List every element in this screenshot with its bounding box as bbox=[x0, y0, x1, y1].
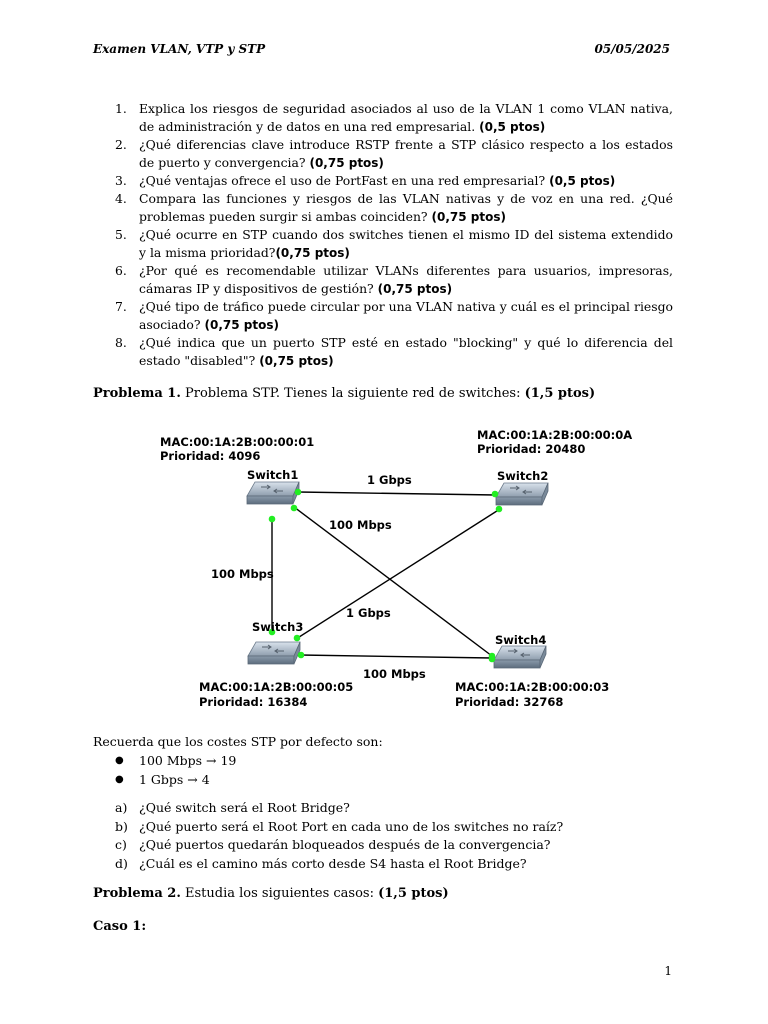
problem2-heading: Problema 2. Estudia los siguientes casos: (1,5 ptos) bbox=[93, 886, 449, 901]
subquestion-item: d) ¿Cuál es el camino más corto desde S4 hasta el Root Bridge? bbox=[115, 855, 527, 871]
question-item: 4. Compara las funciones y riesgos de las VLAN nativas y de voz en una red. ¿Qué problemas pueden surgir si ambas coinciden? (0,75 ptos) bbox=[115, 191, 673, 224]
port-dot bbox=[269, 516, 276, 523]
switch3-mac: MAC:00:1A:2B:00:00:05 bbox=[199, 680, 354, 694]
question-item: 1. Explica los riesgos de seguridad asociados al uso de la VLAN 1 como VLAN nativa, de administración y de datos en una red empresarial. (0,5 ptos) bbox=[115, 101, 673, 134]
link-s3-s4 bbox=[300, 655, 492, 658]
port-dot bbox=[489, 656, 496, 663]
subquestion-item: b) ¿Qué puerto será el Root Port en cada uno de los switches no raíz? bbox=[115, 818, 564, 834]
switch2-icon bbox=[496, 483, 548, 505]
port-dot bbox=[298, 652, 305, 659]
exam-date: 05/05/2025 bbox=[594, 42, 670, 56]
port-dot bbox=[295, 489, 302, 496]
port-dot bbox=[294, 635, 301, 642]
link-speed-label: 1 Gbps bbox=[367, 473, 412, 487]
port-dot bbox=[291, 505, 298, 512]
link-s1-s2 bbox=[298, 492, 496, 495]
links bbox=[272, 492, 500, 658]
link-speed-label: 100 Mbps bbox=[363, 667, 426, 681]
switch3-name: Switch3 bbox=[252, 620, 304, 634]
switch1-name: Switch1 bbox=[247, 468, 299, 482]
switch2-priority: Prioridad: 20480 bbox=[477, 442, 586, 456]
question-item: 5. ¿Qué ocurre en STP cuando dos switches tienen el mismo ID del sistema extendido y la misma prioridad?(0,75 ptos) bbox=[115, 227, 673, 260]
subquestion-item: c) ¿Qué puertos quedarán bloqueados después de la convergencia? bbox=[115, 837, 551, 852]
costs-intro: Recuerda que los costes STP por defecto son: bbox=[93, 734, 383, 749]
exam-title: Examen VLAN, VTP y STP bbox=[93, 42, 266, 56]
link-speed-label: 1 Gbps bbox=[346, 606, 391, 620]
switch1-icon bbox=[247, 482, 299, 504]
page-header bbox=[93, 42, 670, 60]
switch4-icon bbox=[494, 646, 546, 668]
link-speed-label: 100 Mbps bbox=[329, 518, 392, 532]
switch4-priority: Prioridad: 32768 bbox=[455, 695, 564, 709]
subquestions-list bbox=[93, 799, 563, 873]
switch3-icon bbox=[248, 642, 300, 664]
cost-item: ● 100 Mbps → 19 bbox=[115, 753, 237, 768]
switch4-mac: MAC:00:1A:2B:00:00:03 bbox=[455, 680, 610, 694]
switch1-mac: MAC:00:1A:2B:00:00:01 bbox=[160, 435, 315, 449]
question-item: 2. ¿Qué diferencias clave introduce RSTP frente a STP clásico respecto a los estados de puerto y convergencia? (0,75 ptos) bbox=[115, 137, 673, 170]
switch1-priority: Prioridad: 4096 bbox=[160, 449, 261, 463]
switch3-priority: Prioridad: 16384 bbox=[199, 695, 308, 709]
switch2-name: Switch2 bbox=[497, 469, 549, 483]
question-item: 8. ¿Qué indica que un puerto STP esté en estado "blocking" y qué lo diferencia del estado "disabled"? (0,75 ptos) bbox=[115, 335, 673, 368]
question-item: 6. ¿Por qué es recomendable utilizar VLANs diferentes para usuarios, impresoras, cámaras IP y dispositivos de gestión? (0,75 ptos) bbox=[115, 263, 673, 296]
link-speed-label: 100 Mbps bbox=[211, 567, 274, 581]
port-dot bbox=[492, 491, 499, 498]
page-number: 1 bbox=[664, 964, 672, 978]
cost-item: ● 1 Gbps → 4 bbox=[115, 772, 210, 787]
question-item: 3. ¿Qué ventajas ofrece el uso de PortFast en una red empresarial? (0,5 ptos) bbox=[115, 173, 616, 188]
question-item: 7. ¿Qué tipo de tráfico puede circular por una VLAN nativa y cuál es el principal riesgo asociado? (0,75 ptos) bbox=[115, 299, 673, 332]
link-s2-s3 bbox=[296, 509, 500, 639]
link-s1-s4 bbox=[294, 507, 492, 656]
questions-list bbox=[93, 100, 673, 370]
network-diagram bbox=[150, 420, 633, 720]
port-dot bbox=[496, 506, 503, 513]
problem1-heading: Problema 1. Problema STP. Tienes la siguiente red de switches: (1,5 ptos) bbox=[93, 386, 596, 401]
case1-heading: Caso 1: bbox=[93, 919, 147, 934]
switch4-name: Switch4 bbox=[495, 633, 547, 647]
switch2-mac: MAC:00:1A:2B:00:00:0A bbox=[477, 428, 633, 442]
subquestion-item: a) ¿Qué switch será el Root Bridge? bbox=[115, 800, 350, 815]
costs-list bbox=[93, 751, 236, 789]
